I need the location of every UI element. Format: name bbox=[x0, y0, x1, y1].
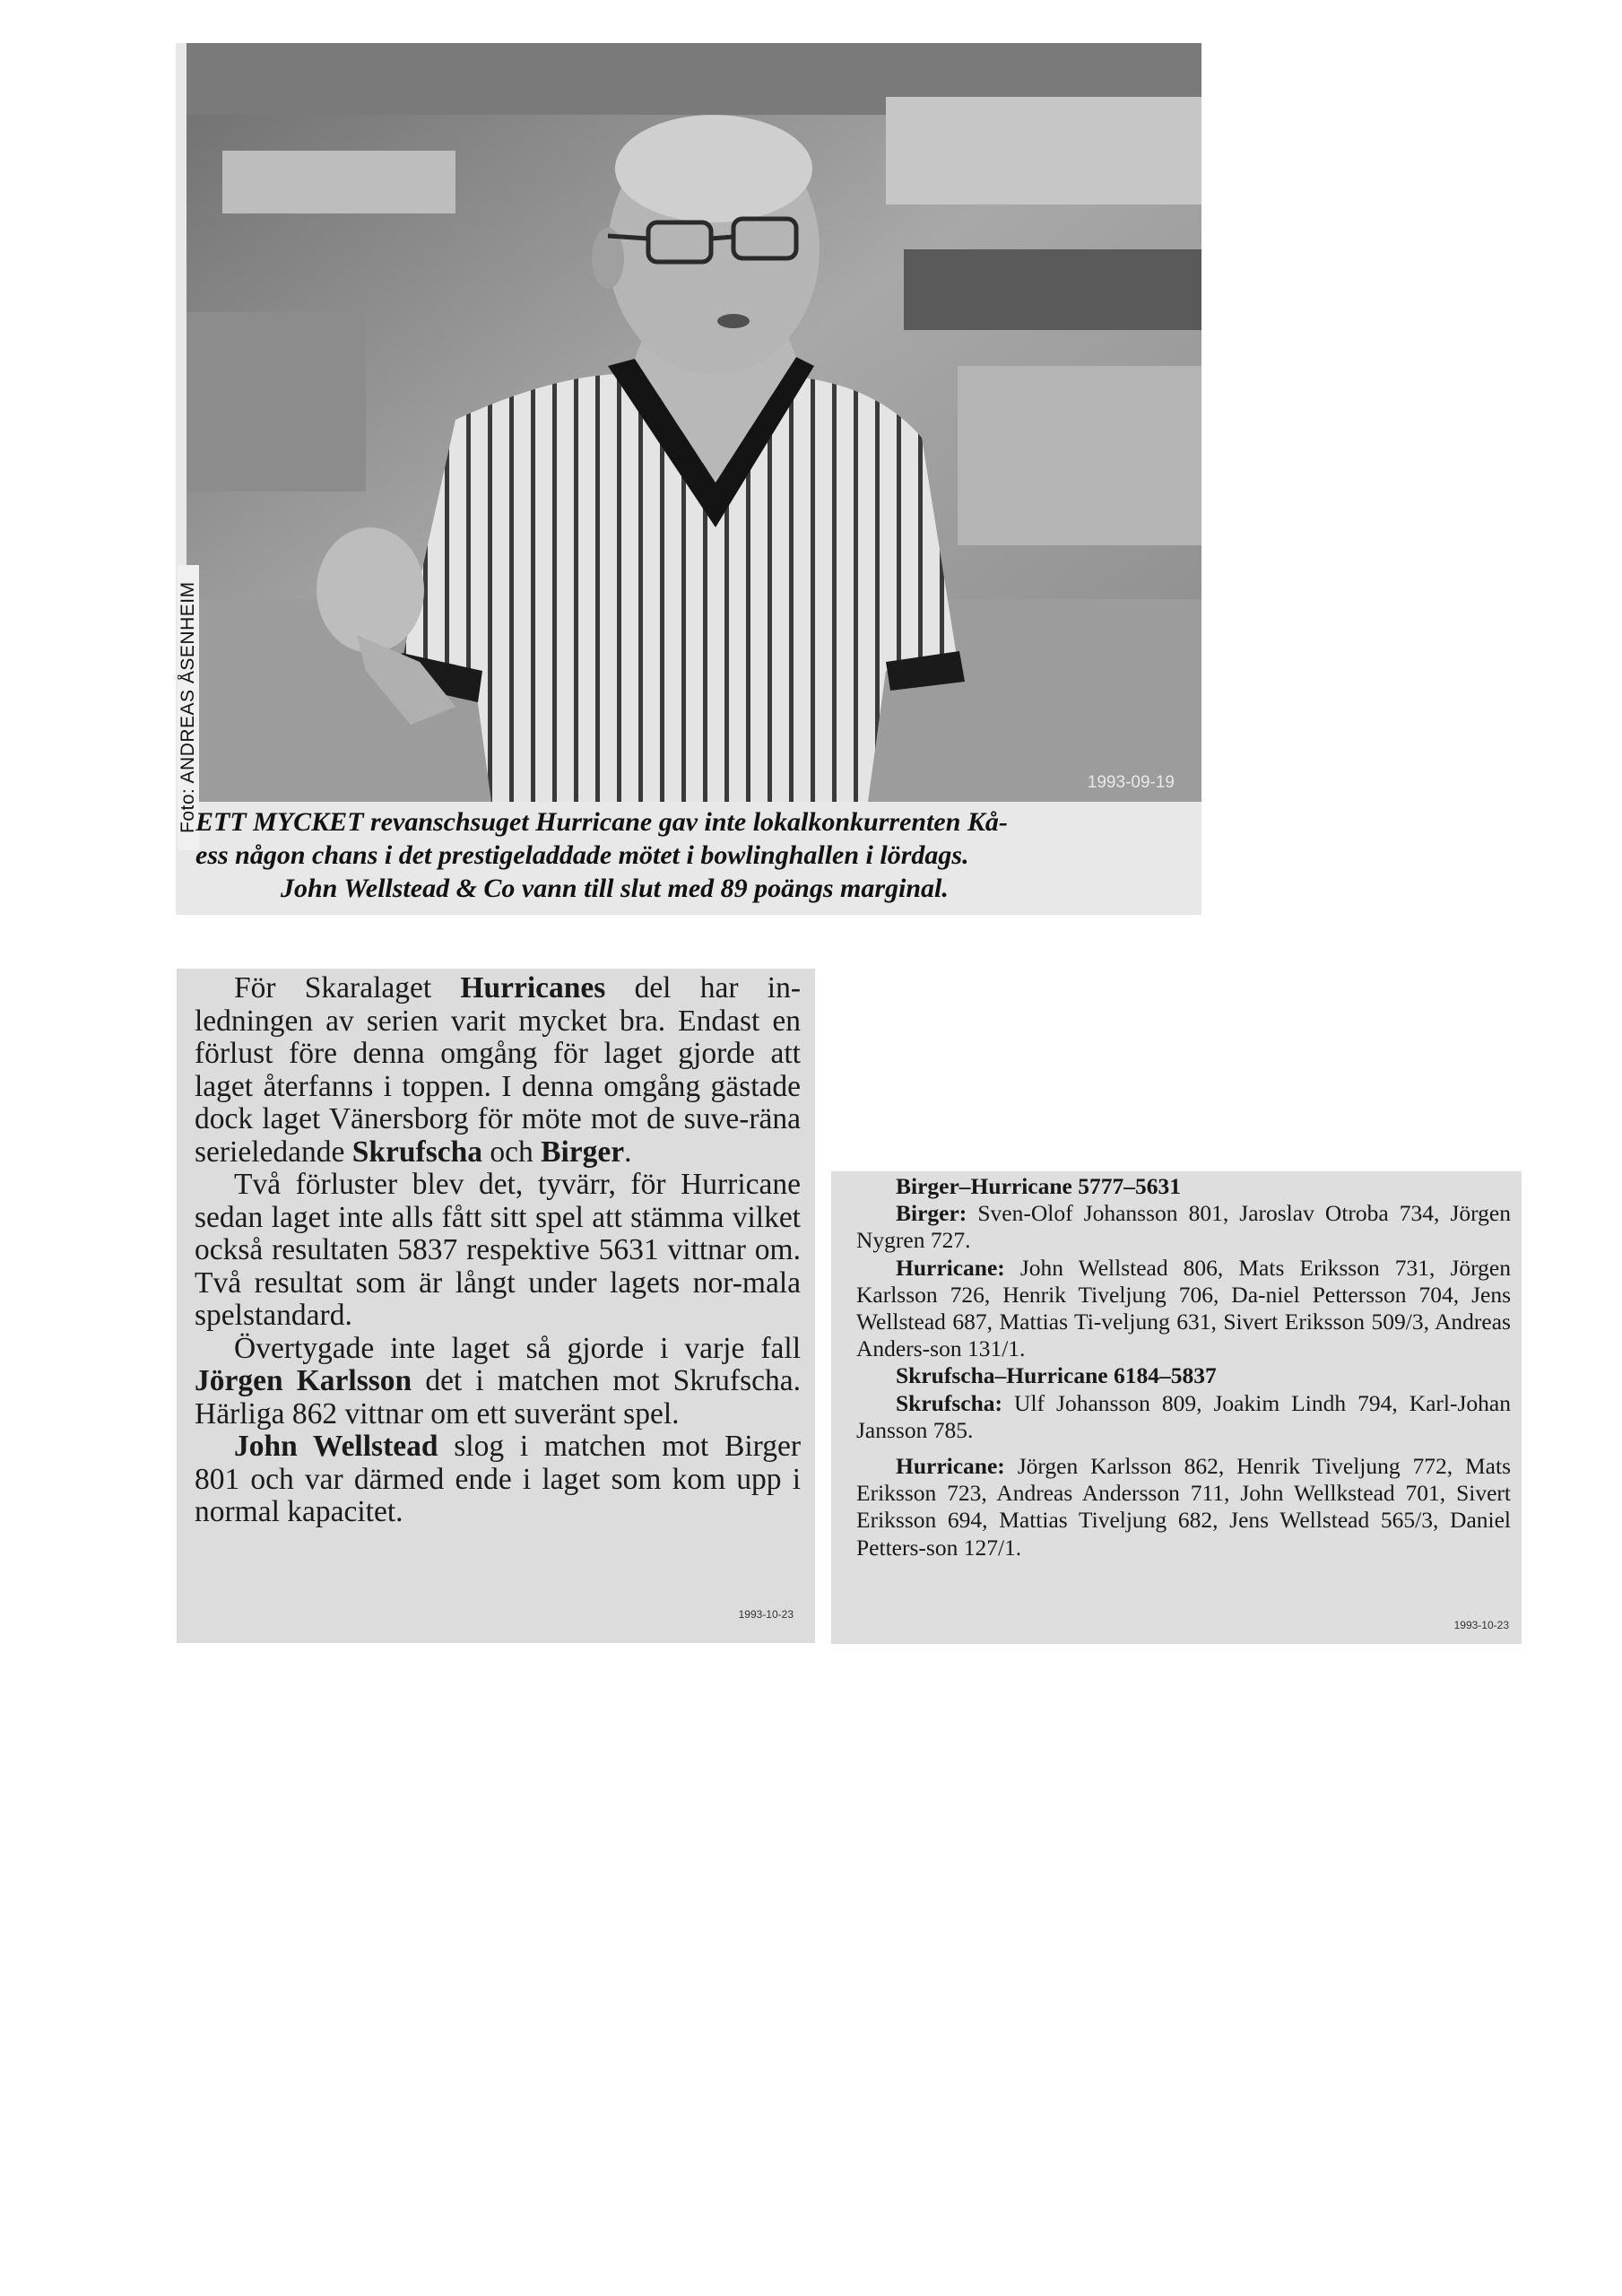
team-result: Hurricane: John Wellstead 806, Mats Eriksson 731, Jörgen Karlsson 726, Henrik Tiveljung 706, Da-niel Pettersson 704, Jens Wellstead 687, Mattias Ti-veljung 631, Sivert Eriksson 509/3, Andreas Anders-son 131/1. bbox=[856, 1254, 1511, 1362]
match-title: Skrufscha–Hurricane 6184–5837 bbox=[896, 1362, 1217, 1389]
results-date: 1993-10-23 bbox=[1453, 1618, 1509, 1631]
match-title: Birger–Hurricane 5777–5631 bbox=[896, 1173, 1181, 1199]
team-result: Birger: Sven-Olof Johansson 801, Jaroslav Otroba 734, Jörgen Nygren 727. bbox=[856, 1200, 1511, 1254]
photo-date: 1993-09-19 bbox=[1087, 773, 1175, 792]
team-result: Skrufscha: Ulf Johansson 809, Joakim Lindh 794, Karl-Johan Jansson 785. bbox=[856, 1389, 1511, 1443]
caption-line: ess någon chans i det prestigeladdade mötet i bowlinghallen i lördags. bbox=[195, 840, 969, 870]
team-result: Hurricane: Jörgen Karlsson 862, Henrik Tiveljung 772, Mats Eriksson 723, Andreas Andersson 711, John Wellkstead 701, Sivert Eriksson 694, Mattias Tiveljung 682, Jens Wellstead 565/3, Daniel Petters-son 127/1. bbox=[856, 1453, 1511, 1561]
article-paragraph: Två förluster blev det, tyvärr, för Hurricane sedan laget inte alls fått sitt spel att stämma vilket också resultaten 5837 respektive 5631 vittnar om. Två resultat som är långt under lagets nor-mala spelstandard. bbox=[195, 1168, 801, 1332]
bowler-photo-illustration bbox=[186, 43, 1201, 802]
article-paragraph: För Skaralaget Hurricanes del har in-ledningen av serien varit mycket bra. Endast en förlust före denna omgång för laget gjorde att laget återfanns i toppen. I denna omgång gästade dock laget Vänersborg för möte mot de suve-räna serieledande Skrufscha och Birger. bbox=[195, 971, 801, 1169]
article-clipping bbox=[177, 969, 815, 1643]
photo-clipping bbox=[176, 43, 1201, 915]
caption-line: John Wellstead & Co vann till slut med 89 poängs marginal. bbox=[281, 874, 949, 903]
bowler-photo bbox=[186, 43, 1201, 802]
article-paragraph: John Wellstead slog i matchen mot Birger 801 och var därmed ende i laget som kom upp i normal kapacitet. bbox=[195, 1430, 801, 1528]
results-clipping bbox=[831, 1171, 1522, 1644]
photo-credit: Foto: ANDREAS ÅSENHEIM bbox=[178, 565, 199, 850]
caption-line: ETT MYCKET revanschsuget Hurricane gav inte lokalkonkurrenten Kå- bbox=[195, 807, 1008, 837]
article-date: 1993-10-23 bbox=[738, 1607, 794, 1621]
photo-caption bbox=[195, 805, 1191, 905]
article-paragraph: Övertygade inte laget så gjorde i varje fall Jörgen Karlsson det i matchen mot Skrufscha. Härliga 862 vittnar om ett suveränt spel. bbox=[195, 1331, 801, 1431]
